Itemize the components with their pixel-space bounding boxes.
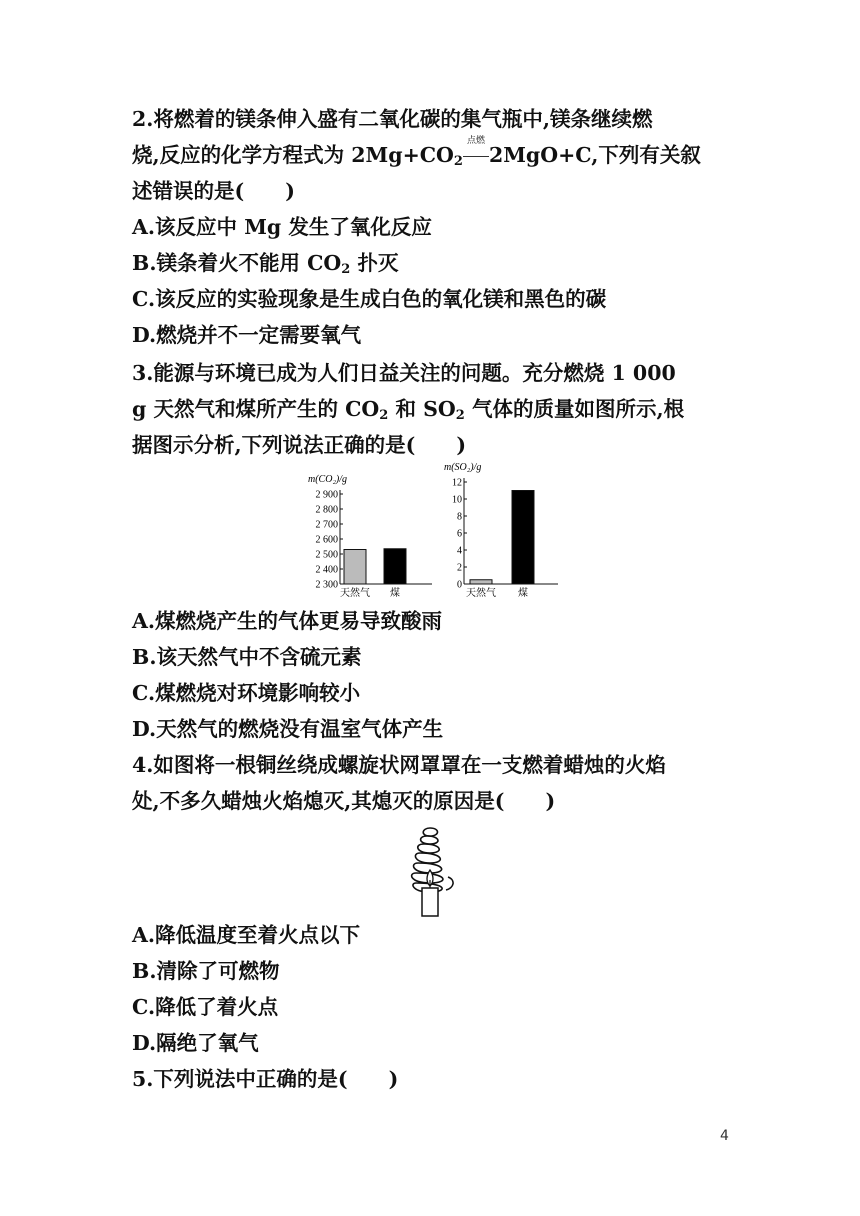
q3-stem-rest: 气体的质量如图所示,根 xyxy=(464,397,685,421)
q3-so: SO xyxy=(423,397,456,421)
q3-co: CO xyxy=(345,397,380,421)
chart-1-tick-label: 4 xyxy=(457,545,462,557)
chart-1-bar-1 xyxy=(512,491,534,585)
chart-0-tick-label: 2 600 xyxy=(315,534,338,546)
chart-1-tick-label: 12 xyxy=(452,477,462,489)
chart-0-tick-label: 2 500 xyxy=(315,549,338,561)
q2-option-a xyxy=(132,209,732,245)
chart-1-tick-label: 6 xyxy=(457,528,462,540)
q2-option-b-text: B.镁条着火不能用 xyxy=(132,251,308,275)
q2-equation-left: 烧,反应的化学方程式为 2Mg+CO xyxy=(132,143,454,167)
q2-stem-line1: 2.将燃着的镁条伸入盛有二氧化碳的集气瓶中,镁条继续燃 xyxy=(132,107,653,131)
q4-option-a: A.降低温度至着火点以下 xyxy=(132,923,361,947)
chart-0-tick-label: 2 800 xyxy=(315,504,338,516)
chart-1-bar-0 xyxy=(470,580,492,584)
q2-option-c: C.该反应的实验现象是生成白色的氧化镁和黑色的碳 xyxy=(132,287,607,311)
q3-option-c: C.煤燃烧对环境影响较小 xyxy=(132,681,361,705)
q3-option-d: D.天然气的燃烧没有温室气体产生 xyxy=(132,717,444,741)
chart-0-tick-label: 2 700 xyxy=(315,519,338,531)
q3-option-b: B.该天然气中不含硫元素 xyxy=(132,645,362,669)
q2-option-b-co: CO xyxy=(307,251,342,275)
q2-option-b-sub: 2 xyxy=(341,262,351,277)
q2-option-d: D.燃烧并不一定需要氧气 xyxy=(132,323,362,347)
reaction-condition-arrow xyxy=(463,135,489,162)
q3-stem-text: g 天然气和煤所产生的 xyxy=(132,397,346,421)
q4-option-d: D.隔绝了氧气 xyxy=(132,1031,259,1055)
so2-bar-chart xyxy=(440,460,562,602)
chart-0-tick-label: 2 900 xyxy=(315,489,338,501)
reaction-condition-label: 点燃 xyxy=(466,135,485,146)
candle-copper-coil-illustration xyxy=(400,822,460,918)
q3-so-sub: 2 xyxy=(455,408,465,423)
q2-equation-right: 2MgO+C,下列有关叙 xyxy=(488,143,701,167)
q4-option-b: B.清除了可燃物 xyxy=(132,959,280,983)
chart-0-tick-label: 2 400 xyxy=(315,564,338,576)
page-number: 4 xyxy=(720,1128,729,1144)
q2-option-a-rest: 发生了氧化反应 xyxy=(281,215,432,239)
chart-0-category-label: 天然气 xyxy=(340,588,370,599)
q3-and: 和 xyxy=(388,397,424,421)
chart-1-tick-label: 2 xyxy=(457,562,462,574)
q3-stem-line3: 据图示分析,下列说法正确的是( ) xyxy=(132,433,467,457)
q5-stem: 5.下列说法中正确的是( ) xyxy=(132,1067,399,1091)
q2-equation-subscript: 2 xyxy=(453,154,463,169)
q2-stem-line3: 述错误的是( ) xyxy=(132,179,295,203)
chart-0-bar-0 xyxy=(344,550,366,585)
q4-option-c: C.降低了着火点 xyxy=(132,995,279,1019)
chart-0-tick-label: 2 300 xyxy=(315,579,338,591)
q2-option-b-rest: 扑灭 xyxy=(350,251,399,275)
chart-0-bar-1 xyxy=(384,549,406,584)
chart-1-category-label: 煤 xyxy=(518,588,528,599)
q3-co-sub: 2 xyxy=(379,408,389,423)
q3-stem-line1: 3.能源与环境已成为人们日益关注的问题。充分燃烧 1 000 xyxy=(132,361,676,385)
q4-stem-line1: 4.如图将一根铜丝绕成螺旋状网罩罩在一支燃着蜡烛的火焰 xyxy=(132,753,666,777)
q4-stem-line2: 处,不多久蜡烛火焰熄灭,其熄灭的原因是( ) xyxy=(132,789,556,813)
chart-1-tick-label: 10 xyxy=(452,494,462,506)
q2-option-a-mg: Mg xyxy=(244,215,282,239)
chart-1-ylabel: m(SO₂)/g xyxy=(444,462,482,473)
chart-0-ylabel: m(CO₂)/g xyxy=(308,474,348,485)
chart-1-category-label: 天然气 xyxy=(466,588,496,599)
chart-1-tick-label: 0 xyxy=(457,579,462,591)
chart-1-tick-label: 8 xyxy=(457,511,462,523)
q2-option-a-text: A.该反应中 xyxy=(132,215,245,239)
chart-0-category-label: 煤 xyxy=(390,588,400,599)
reaction-line xyxy=(463,156,489,157)
co2-bar-chart xyxy=(300,470,435,602)
q3-option-a: A.煤燃烧产生的气体更易导致酸雨 xyxy=(132,609,443,633)
